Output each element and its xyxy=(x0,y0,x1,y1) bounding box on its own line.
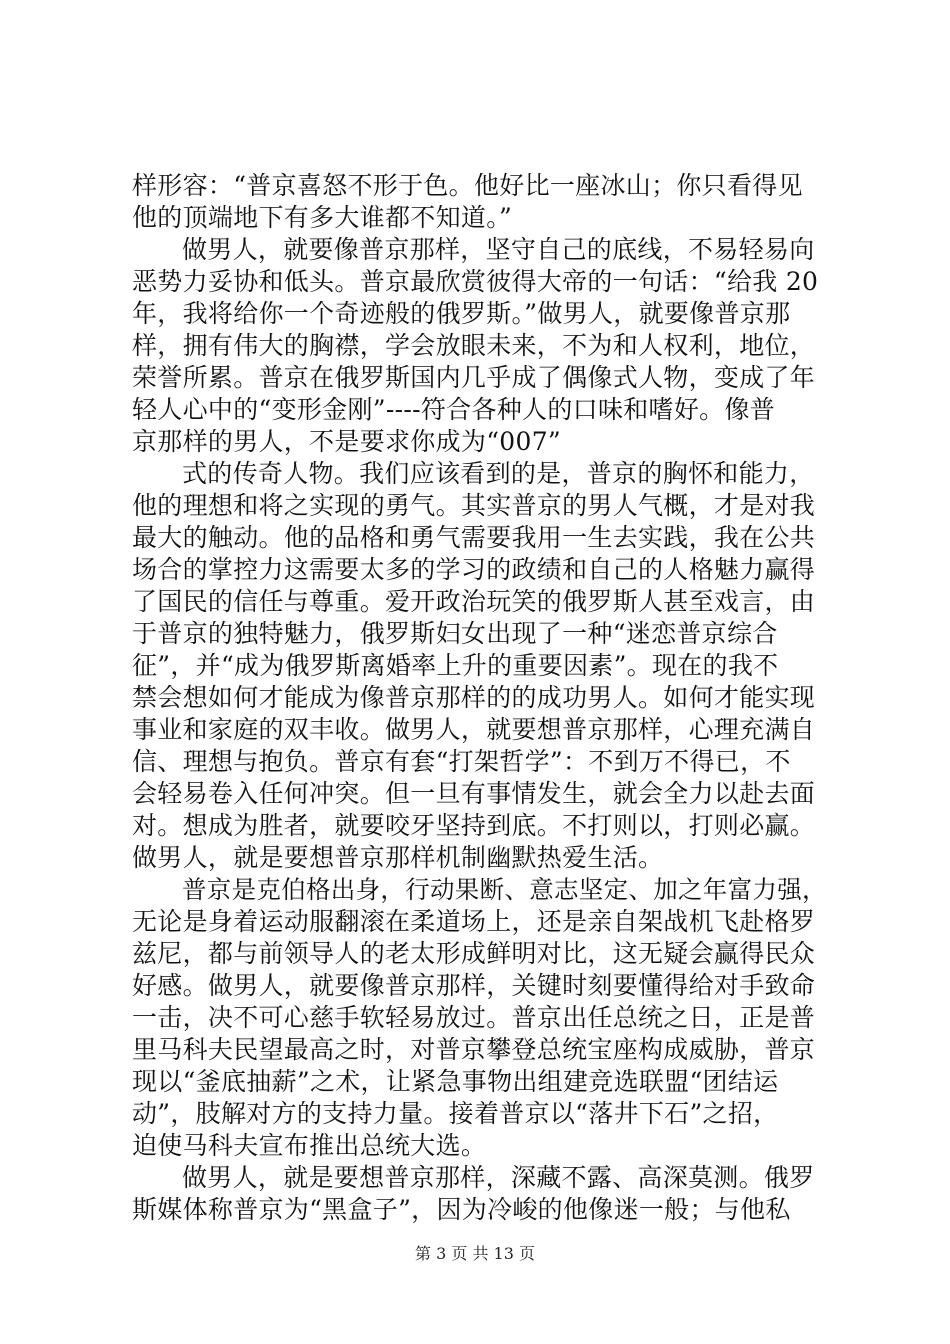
text-line: 京那样的男人，不是要求你成为“007” xyxy=(132,427,561,456)
text-line: 普京是克伯格出身，行动果断、意志坚定、加之年富力强， xyxy=(182,875,827,904)
text-line: 样形容：“普京喜怒不形于色。他好比一座冰山；你只看得见 xyxy=(132,171,803,200)
text-line: 现以“釜底抽薪”之术，让紧急事物出组建竞选联盟“团结运 xyxy=(132,1067,779,1096)
text-line: 做男人，就要像普京那样，坚守自己的底线，不易轻易向 xyxy=(182,235,815,264)
text-line: 对。想成为胜者，就要咬牙坚持到底。不打则以，打则必赢。 xyxy=(132,811,816,840)
text-line: 了国民的信任与尊重。爱开政治玩笑的俄罗斯人甚至戏言，由 xyxy=(132,587,816,616)
text-line: 轻人心中的“变形金刚”----符合各种人的口味和嗜好。像普 xyxy=(132,395,776,424)
text-line: 征”，并“成为俄罗斯离婚率上升的重要因素”。现在的我不 xyxy=(132,651,779,680)
text-line: 信、理想与抱负。普京有套“打架哲学”：不到万不得已，不 xyxy=(132,747,791,776)
text-line: 禁会想如何才能成为像普京那样的的成功男人。如何才能实现 xyxy=(132,683,816,712)
body-text xyxy=(132,170,832,1226)
text-line: 动”，肢解对方的支持力量。接着普京以“落井下石”之招， xyxy=(132,1099,779,1128)
text-line: 恶势力妥协和低头。普京最欣赏彼得大帝的一句话：“给我 20 xyxy=(132,267,819,296)
text-line: 兹尼，都与前领导人的老太形成鲜明对比，这无疑会赢得民众 xyxy=(132,939,816,968)
text-line: 一击，决不可心慈手软轻易放过。普京出任总统之日，正是普 xyxy=(132,1003,816,1032)
text-line: 事业和家庭的双丰收。做男人，就要想普京那样，心理充满自 xyxy=(132,715,816,744)
text-line: 做男人，就是要想普京那样机制幽默热爱生活。 xyxy=(132,843,664,872)
text-line: 式的传奇人物。我们应该看到的是，普京的胸怀和能力， xyxy=(182,459,815,488)
text-line: 好感。做男人，就要像普京那样，关键时刻要懂得给对手致命 xyxy=(132,971,816,1000)
text-line: 他的理想和将之实现的勇气。其实普京的男人气概，才是对我 xyxy=(132,491,816,520)
text-line: 样，拥有伟大的胸襟，学会放眼未来，不为和人权利，地位， xyxy=(132,331,816,360)
text-line: 场合的掌控力这需要太多的学习的政绩和自己的人格魅力赢得 xyxy=(132,555,816,584)
text-line: 无论是身着运动服翻滚在柔道场上，还是亲自架战机飞赴格罗 xyxy=(132,907,816,936)
text-line: 于普京的独特魅力，俄罗斯妇女出现了一种“迷恋普京综合 xyxy=(132,619,778,648)
text-line: 荣誉所累。普京在俄罗斯国内几乎成了偶像式人物，变成了年 xyxy=(132,363,816,392)
text-line: 斯媒体称普京为“黑盒子”，因为冷峻的他像迷一般；与他私 xyxy=(132,1195,791,1224)
text-line: 年，我将给你一个奇迹般的俄罗斯。”做男人，就要像普京那 xyxy=(132,299,791,328)
text-line: 会轻易卷入任何冲突。但一旦有事情发生，就会全力以赴去面 xyxy=(132,779,816,808)
text-line: 迫使马科夫宣布推出总统大选。 xyxy=(132,1131,487,1160)
text-line: 做男人，就是要想普京那样，深藏不露、高深莫测。俄罗 xyxy=(182,1163,815,1192)
text-line: 最大的触动。他的品格和勇气需要我用一生去实践，我在公共 xyxy=(132,523,816,552)
text-line: 他的顶端地下有多大谁都不知道。” xyxy=(132,203,513,232)
page-footer: 第 3 页 共 13 页 xyxy=(415,1244,535,1263)
text-line: 里马科夫民望最高之时，对普京攀登总统宝座构成威胁，普京 xyxy=(132,1035,816,1064)
